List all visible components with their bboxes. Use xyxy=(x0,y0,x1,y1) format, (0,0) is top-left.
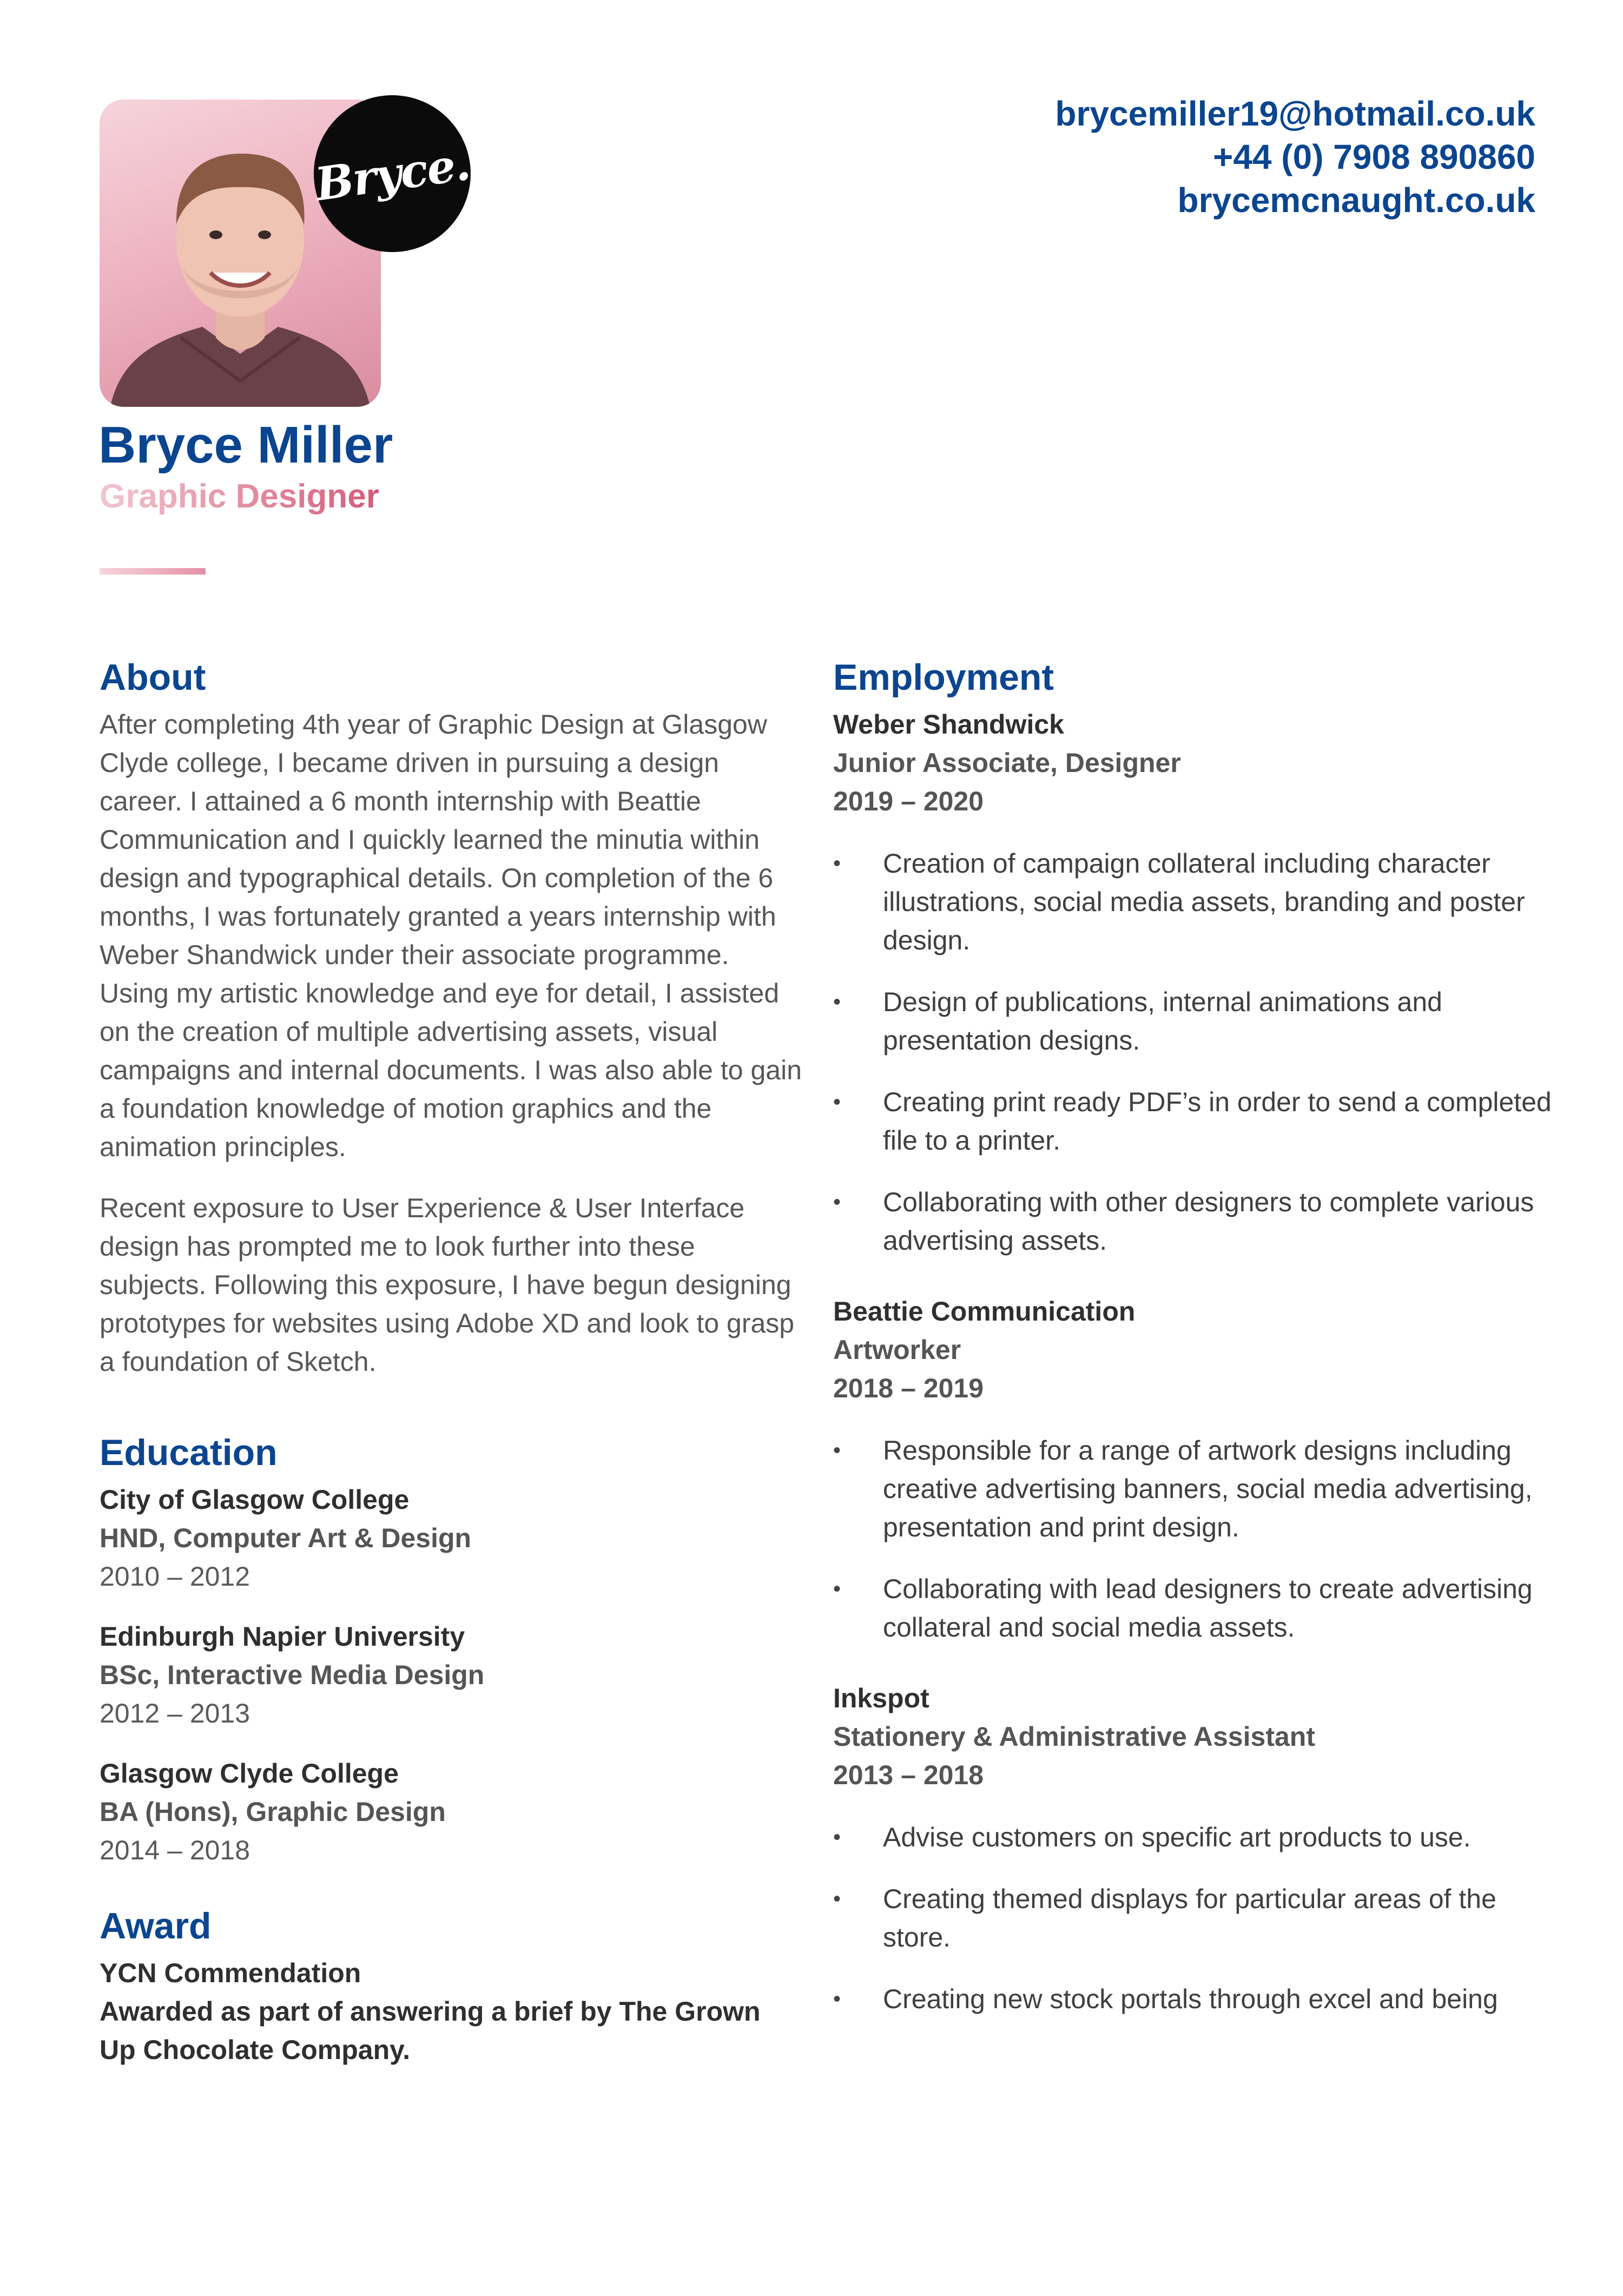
award-heading: Award xyxy=(100,1905,212,1947)
about-paragraph: Recent exposure to User Experience & User Interface design has prompted me to look further into these subjects. Following this exposure, I have begun designing prototypes for websites using Adobe XD and look to grasp a foundation of Sketch. xyxy=(100,1193,795,1377)
award-section xyxy=(100,1901,803,2069)
job-entry xyxy=(833,1292,1558,1647)
candidate-role: Graphic Designer xyxy=(100,476,379,517)
job-duty: • Responsible for a range of artwork designs including creative advertising banners, social media advertising, presentation and print design. xyxy=(833,1431,1558,1547)
about-heading: About xyxy=(100,657,206,698)
candidate-name: Bryce Miller xyxy=(98,416,393,474)
employment-heading: Employment xyxy=(833,657,1054,698)
job-duty: • Creation of campaign collateral including character illustrations, social media assets, branding and poster design. xyxy=(833,844,1558,960)
education-years: 2014 – 2018 xyxy=(100,1835,250,1865)
job-company: Inkspot xyxy=(833,1683,929,1713)
education-section xyxy=(100,1428,803,1870)
decorative-divider xyxy=(100,568,206,575)
education-course: HND, Computer Art & Design xyxy=(100,1523,472,1553)
website-link[interactable]: brycemcnaught.co.uk xyxy=(1177,181,1535,220)
education-years: 2012 – 2013 xyxy=(100,1698,250,1728)
job-entry xyxy=(833,705,1558,1260)
award-title: YCN Commendation xyxy=(100,1958,361,1988)
brand-logo xyxy=(314,95,471,252)
about-section xyxy=(100,652,803,1381)
left-column xyxy=(100,652,803,2069)
education-school: Edinburgh Napier University xyxy=(100,1621,465,1652)
job-title: Stationery & Administrative Assistant xyxy=(833,1721,1315,1752)
job-duty: • Collaborating with other designers to complete various advertising assets. xyxy=(833,1183,1558,1260)
about-paragraph: After completing 4th year of Graphic Design at Glasgow Clyde college, I became driven in pursuing a design career. I attained a 6 month internship with Beattie Communication and I quickly learned the minutia within design and typographical details. On completion of the 6 months, I was fortunately granted a years internship with Weber Shandwick under their associate programme. Using my artistic knowledge and eye for detail, I assisted on the creation of multiple advertising assets, visual campaigns and internal documents. I was also able to gain a foundation knowledge of motion graphics and the animation principles. xyxy=(100,709,802,1162)
job-duty: • Creating new stock portals through excel and being xyxy=(833,1980,1558,2018)
job-duties xyxy=(833,1818,1558,2018)
logo-wordmark: Bryce. xyxy=(312,136,473,211)
job-years: 2018 – 2019 xyxy=(833,1373,984,1403)
job-entry xyxy=(833,1679,1558,2018)
education-school: Glasgow Clyde College xyxy=(100,1758,399,1789)
job-duties xyxy=(833,844,1558,1260)
job-duty: • Advise customers on specific art products to use. xyxy=(833,1818,1558,1857)
job-title: Artworker xyxy=(833,1335,961,1365)
right-column xyxy=(833,652,1558,2051)
education-entry xyxy=(100,1618,803,1733)
education-school: City of Glasgow College xyxy=(100,1485,410,1515)
job-company: Beattie Communication xyxy=(833,1296,1136,1327)
job-duty: • Collaborating with lead designers to create advertising collateral and social media assets. xyxy=(833,1570,1558,1647)
job-duty: • Creating themed displays for particular areas of the store. xyxy=(833,1880,1558,1957)
job-years: 2019 – 2020 xyxy=(833,786,984,816)
education-course: BA (Hons), Graphic Design xyxy=(100,1797,446,1827)
email-link[interactable]: brycemiller19@hotmail.co.uk xyxy=(1055,94,1535,133)
job-company: Weber Shandwick xyxy=(833,709,1064,740)
education-heading: Education xyxy=(100,1432,278,1473)
job-years: 2013 – 2018 xyxy=(833,1760,984,1790)
contact-block xyxy=(1055,92,1535,222)
education-entry xyxy=(100,1754,803,1870)
award-description: Awarded as part of answering a brief by The Grown Up Chocolate Company. xyxy=(100,1996,761,2065)
job-duty: • Creating print ready PDF’s in order to send a completed file to a printer. xyxy=(833,1083,1558,1160)
job-duty: • Design of publications, internal animations and presentation designs. xyxy=(833,983,1558,1060)
education-course: BSc, Interactive Media Design xyxy=(100,1660,485,1690)
job-title: Junior Associate, Designer xyxy=(833,748,1181,778)
phone-link[interactable]: +44 (0) 7908 890860 xyxy=(1212,137,1535,176)
education-entry xyxy=(100,1481,803,1596)
job-duties xyxy=(833,1431,1558,1647)
education-years: 2010 – 2012 xyxy=(100,1561,250,1592)
